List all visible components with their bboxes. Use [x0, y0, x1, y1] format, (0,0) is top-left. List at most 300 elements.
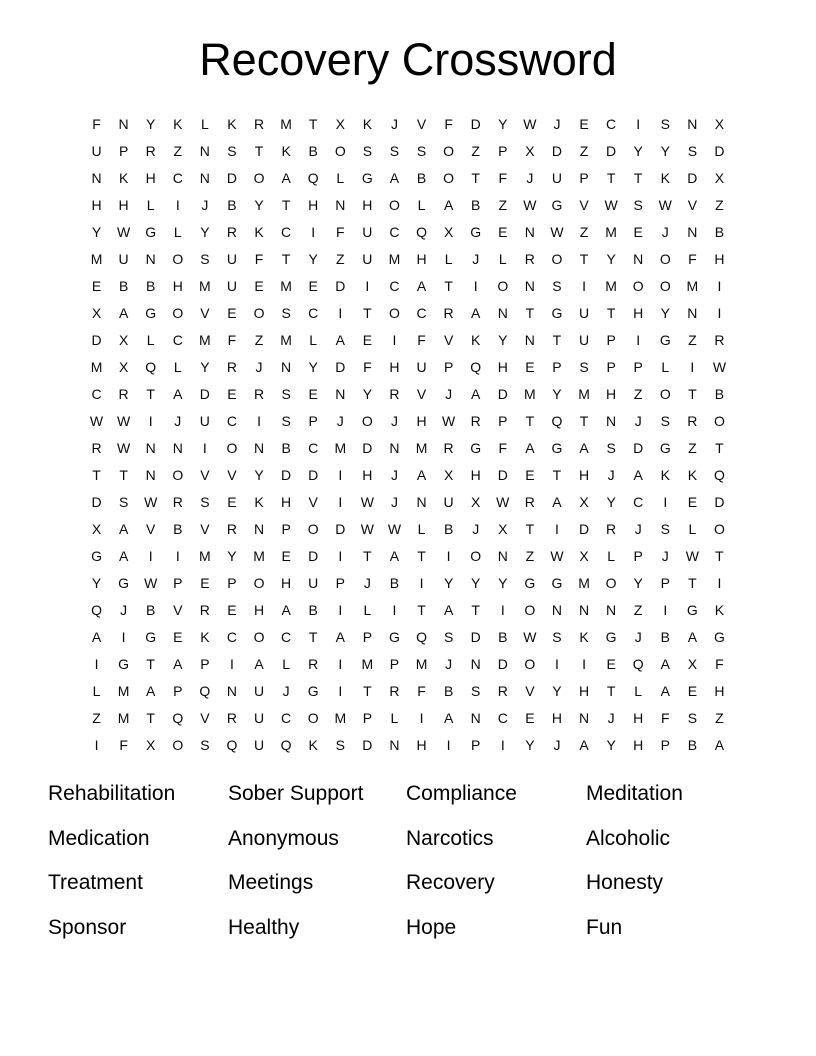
grid-letter: X — [579, 494, 589, 510]
grid-letter: U — [578, 332, 590, 348]
grid-letter: I — [148, 413, 153, 429]
grid-letter: W — [523, 116, 537, 132]
grid-letter: T — [417, 602, 426, 618]
grid-letter: O — [659, 278, 671, 294]
word-list-item: Recovery — [406, 871, 495, 894]
grid-letter: P — [633, 548, 643, 564]
grid-letter: R — [253, 386, 265, 402]
grid-letter: M — [578, 386, 590, 402]
grid-letter: A — [471, 305, 481, 321]
grid-letter: K — [471, 332, 481, 348]
grid-letter: T — [606, 305, 616, 321]
grid-letter: H — [470, 467, 481, 483]
grid-letter: F — [661, 710, 670, 726]
grid-letter: D — [308, 548, 319, 564]
grid-letter: W — [685, 548, 699, 564]
grid-letter: G — [389, 629, 400, 645]
grid-letter: Z — [633, 602, 643, 618]
word-list-item: Treatment — [48, 871, 143, 894]
grid-letter: Y — [200, 359, 210, 375]
grid-letter: E — [525, 710, 535, 726]
grid-letter: A — [118, 521, 129, 537]
grid-letter: X — [91, 305, 102, 321]
grid-letter: L — [282, 656, 291, 672]
grid-letter: O — [524, 602, 536, 618]
grid-letter: T — [146, 386, 155, 402]
grid-letter: H — [172, 278, 183, 294]
grid-letter: U — [362, 224, 373, 240]
grid-letter: D — [226, 170, 238, 186]
grid-letter: O — [172, 737, 184, 753]
grid-letter: T — [688, 575, 697, 591]
grid-letter: S — [687, 143, 698, 159]
grid-letter: F — [417, 332, 426, 348]
grid-letter: Z — [498, 197, 508, 213]
grid-letter: S — [281, 305, 291, 321]
grid-letter: B — [471, 197, 481, 213]
grid-letter: D — [335, 278, 346, 294]
grid-letter: W — [387, 521, 402, 537]
grid-letter: M — [90, 251, 103, 267]
grid-letter: K — [660, 467, 670, 483]
grid-letter: P — [579, 170, 589, 186]
grid-letter: A — [335, 332, 345, 348]
grid-letter: E — [227, 386, 237, 402]
grid-letter: Y — [308, 251, 318, 267]
page-title: Recovery Crossword — [199, 34, 617, 85]
grid-letter: V — [146, 521, 156, 537]
grid-letter: L — [146, 197, 155, 213]
grid-letter: R — [443, 305, 454, 321]
grid-letter: R — [226, 224, 238, 240]
grid-letter: X — [335, 116, 345, 132]
grid-letter: Y — [227, 548, 237, 564]
grid-letter: T — [363, 305, 372, 321]
grid-letter: T — [281, 197, 291, 213]
grid-letter: O — [172, 467, 184, 483]
grid-letter: Q — [226, 737, 238, 753]
word-list-item: Sponsor — [48, 915, 127, 939]
grid-letter: C — [281, 710, 292, 726]
grid-letter: J — [174, 413, 182, 429]
grid-letter: Y — [471, 575, 481, 591]
grid-letter: P — [498, 143, 508, 159]
grid-letter: K — [281, 143, 291, 159]
grid-letter: D — [714, 143, 725, 159]
grid-letter: R — [606, 521, 617, 537]
grid-letter: O — [524, 656, 536, 672]
grid-letter: E — [362, 332, 373, 348]
grid-letter: Z — [688, 332, 697, 348]
grid-letter: S — [471, 683, 481, 699]
grid-letter: V — [525, 683, 535, 699]
grid-letter: U — [308, 575, 319, 591]
grid-letter: F — [92, 116, 101, 132]
grid-letter: Y — [254, 467, 264, 483]
grid-letter: X — [579, 548, 589, 564]
grid-letter: M — [686, 278, 699, 294]
grid-letter: D — [606, 143, 617, 159]
grid-letter: N — [118, 116, 129, 132]
grid-letter: S — [118, 494, 129, 510]
grid-letter: D — [362, 737, 373, 753]
grid-letter: V — [416, 116, 427, 132]
grid-letter: T — [92, 467, 101, 483]
grid-letter: B — [308, 602, 318, 618]
grid-letter: H — [253, 602, 265, 618]
grid-letter: V — [200, 521, 210, 537]
grid-letter: S — [552, 278, 562, 294]
grid-letter: O — [714, 413, 725, 429]
grid-letter: D — [308, 467, 319, 483]
grid-letter: O — [443, 170, 455, 186]
grid-letter: M — [334, 440, 347, 456]
grid-letter: K — [254, 494, 264, 510]
grid-letter: Z — [715, 197, 724, 213]
grid-letter: D — [281, 467, 292, 483]
grid-letter: O — [226, 440, 238, 456]
grid-letter: E — [525, 467, 535, 483]
grid-letter: Q — [416, 629, 427, 645]
grid-letter: R — [91, 440, 102, 456]
grid-letter: E — [200, 575, 210, 591]
grid-letter: I — [230, 656, 234, 672]
grid-letter: T — [552, 332, 562, 348]
grid-letter: H — [416, 251, 427, 267]
grid-letter: G — [551, 197, 563, 213]
word-list-item: Sober Support — [228, 782, 364, 805]
grid-letter: G — [118, 656, 130, 672]
grid-letter: Q — [632, 656, 644, 672]
grid-letter: C — [497, 710, 508, 726]
grid-letter: I — [446, 548, 451, 564]
grid-letter: Y — [91, 575, 102, 591]
grid-letter: Y — [552, 683, 562, 699]
grid-letter: P — [173, 575, 183, 591]
grid-letter: N — [551, 602, 563, 618]
word-list-item: Hope — [406, 915, 457, 939]
grid-letter: H — [416, 737, 427, 753]
grid-letter: Z — [579, 224, 589, 240]
grid-letter: Y — [498, 575, 508, 591]
grid-letter: I — [338, 548, 343, 564]
grid-letter: M — [199, 332, 211, 348]
grid-letter: F — [498, 170, 508, 186]
grid-letter: N — [335, 386, 346, 402]
grid-letter: T — [308, 629, 318, 645]
grid-letter: M — [280, 332, 292, 348]
grid-letter: L — [173, 359, 182, 375]
grid-letter: Y — [498, 116, 508, 132]
grid-letter: W — [144, 575, 158, 591]
grid-letter: E — [308, 278, 318, 294]
grid-letter: C — [281, 224, 292, 240]
grid-letter: D — [470, 116, 481, 132]
grid-letter: D — [335, 359, 346, 375]
grid-letter: Q — [199, 683, 211, 699]
grid-letter: K — [200, 629, 210, 645]
grid-letter: W — [496, 494, 510, 510]
grid-letter: W — [658, 197, 672, 213]
grid-letter: I — [121, 629, 126, 645]
grid-letter: M — [117, 683, 130, 699]
grid-letter: G — [686, 602, 698, 618]
grid-letter: R — [172, 494, 183, 510]
grid-letter: R — [524, 251, 535, 267]
grid-letter: S — [660, 521, 670, 537]
grid-letter: I — [555, 656, 559, 672]
grid-letter: B — [389, 575, 400, 591]
grid-letter: T — [281, 251, 291, 267]
grid-letter: Z — [525, 548, 535, 564]
grid-letter: L — [309, 332, 318, 348]
grid-letter: A — [389, 548, 400, 564]
grid-letter: Y — [91, 224, 102, 240]
grid-letter: J — [472, 251, 480, 267]
grid-letter: G — [551, 575, 563, 591]
grid-letter: E — [254, 278, 264, 294]
grid-letter: T — [525, 305, 535, 321]
grid-letter: N — [172, 440, 183, 456]
grid-letter: L — [444, 251, 453, 267]
grid-letter: A — [389, 170, 400, 186]
grid-letter: I — [690, 359, 695, 375]
grid-letter: G — [551, 440, 563, 456]
grid-letter: Y — [308, 359, 318, 375]
grid-letter: W — [360, 521, 374, 537]
grid-letter: V — [227, 467, 237, 483]
grid-letter: K — [118, 170, 129, 186]
grid-letter: J — [526, 170, 534, 186]
grid-letter: A — [173, 386, 183, 402]
grid-letter: R — [118, 386, 129, 402]
grid-letter: O — [497, 278, 509, 294]
grid-letter: T — [552, 467, 562, 483]
grid-letter: P — [227, 575, 237, 591]
grid-letter: P — [471, 737, 481, 753]
grid-letter: S — [335, 737, 345, 753]
grid-letter: K — [227, 116, 237, 132]
grid-letter: V — [200, 467, 210, 483]
grid-letter: T — [715, 548, 724, 564]
grid-letter: S — [200, 251, 210, 267]
grid-letter: I — [338, 305, 343, 321]
grid-letter: X — [91, 521, 102, 537]
grid-letter: L — [498, 251, 507, 267]
grid-letter: I — [148, 548, 153, 564]
grid-letter: I — [175, 197, 180, 213]
grid-letter: U — [226, 251, 238, 267]
grid-letter: F — [227, 332, 237, 348]
grid-letter: A — [254, 656, 264, 672]
grid-letter: D — [687, 170, 698, 186]
grid-letter: M — [334, 710, 347, 726]
grid-letter: Z — [471, 143, 480, 159]
grid-letter: X — [714, 116, 725, 132]
word-list — [48, 772, 766, 950]
grid-letter: C — [606, 116, 617, 132]
grid-letter: U — [416, 359, 427, 375]
grid-letter: R — [443, 440, 454, 456]
grid-letter: S — [687, 710, 698, 726]
grid-letter: I — [446, 737, 451, 753]
grid-letter: D — [497, 386, 508, 402]
grid-letter: M — [388, 251, 401, 267]
grid-letter: A — [714, 737, 725, 753]
grid-letter: O — [172, 251, 184, 267]
grid-letter: A — [552, 494, 562, 510]
grid-letter: X — [525, 143, 535, 159]
grid-letter: M — [280, 116, 292, 132]
grid-letter: L — [146, 332, 155, 348]
grid-letter: I — [311, 224, 316, 240]
grid-letter: S — [227, 143, 237, 159]
grid-letter: Y — [606, 494, 616, 510]
grid-letter: S — [660, 413, 670, 429]
grid-letter: G — [145, 224, 157, 240]
grid-letter: T — [308, 116, 318, 132]
grid-letter: H — [389, 359, 400, 375]
grid-letter: C — [416, 305, 427, 321]
grid-letter: H — [416, 413, 427, 429]
grid-letter: G — [145, 305, 157, 321]
grid-letter: K — [173, 116, 183, 132]
grid-letter: J — [363, 575, 371, 591]
grid-letter: M — [253, 548, 265, 564]
grid-letter: G — [551, 305, 563, 321]
word-search-grid — [83, 111, 733, 759]
grid-letter: L — [417, 521, 426, 537]
grid-letter: C — [308, 305, 319, 321]
grid-letter: W — [89, 413, 104, 429]
grid-letter: I — [338, 602, 343, 618]
grid-letter: I — [582, 278, 586, 294]
grid-letter: B — [416, 170, 427, 186]
grid-letter: H — [633, 305, 644, 321]
grid-letter: T — [119, 467, 128, 483]
grid-letter: N — [199, 170, 210, 186]
grid-letter: E — [633, 224, 643, 240]
grid-letter: I — [175, 548, 180, 564]
grid-letter: M — [280, 278, 292, 294]
grid-letter: N — [633, 251, 644, 267]
grid-letter: A — [416, 278, 427, 294]
grid-letter: I — [500, 602, 505, 618]
grid-letter: L — [336, 170, 345, 186]
grid-letter: T — [715, 440, 724, 456]
grid-letter: J — [634, 521, 642, 537]
grid-letter: E — [579, 116, 589, 132]
grid-letter: L — [688, 521, 697, 537]
grid-letter: A — [146, 683, 156, 699]
grid-letter: R — [253, 116, 265, 132]
grid-letter: J — [553, 737, 561, 753]
grid-letter: L — [390, 710, 399, 726]
grid-letter: Y — [146, 116, 156, 132]
grid-letter: P — [443, 359, 454, 375]
grid-letter: D — [362, 440, 373, 456]
grid-letter: B — [443, 683, 454, 699]
grid-letter: D — [199, 386, 210, 402]
grid-letter: U — [226, 278, 238, 294]
grid-letter: Y — [660, 305, 670, 321]
grid-letter: W — [604, 197, 618, 213]
grid-letter: C — [389, 278, 400, 294]
grid-letter: W — [144, 494, 158, 510]
grid-letter: Y — [633, 575, 643, 591]
grid-letter: E — [227, 305, 237, 321]
grid-letter: A — [687, 629, 698, 645]
grid-letter: T — [417, 548, 426, 564]
grid-letter: I — [663, 494, 668, 510]
grid-letter: P — [389, 656, 400, 672]
grid-letter: A — [471, 386, 481, 402]
grid-letter: S — [200, 494, 210, 510]
grid-letter: A — [118, 548, 129, 564]
grid-letter: K — [362, 116, 373, 132]
grid-letter: Q — [551, 413, 563, 429]
grid-letter: A — [173, 656, 183, 672]
grid-letter: E — [687, 683, 698, 699]
grid-letter: D — [578, 521, 590, 537]
grid-letter: I — [392, 332, 397, 348]
grid-letter: N — [253, 440, 265, 456]
grid-letter: M — [605, 278, 617, 294]
grid-letter: N — [524, 332, 535, 348]
grid-letter: D — [497, 656, 508, 672]
grid-letter: A — [443, 710, 454, 726]
grid-letter: L — [634, 683, 643, 699]
grid-letter: E — [173, 629, 183, 645]
grid-letter: H — [91, 197, 102, 213]
grid-letter: B — [118, 278, 129, 294]
grid-letter: G — [470, 440, 482, 456]
grid-letter: L — [661, 359, 670, 375]
grid-letter: V — [443, 332, 454, 348]
grid-letter: Q — [280, 737, 292, 753]
grid-letter: R — [389, 683, 400, 699]
grid-letter: H — [578, 683, 590, 699]
grid-letter: P — [335, 575, 345, 591]
grid-letter: S — [660, 116, 670, 132]
word-list-item: Narcotics — [406, 826, 494, 850]
grid-letter: E — [498, 224, 508, 240]
grid-letter: S — [443, 629, 454, 645]
grid-letter: N — [524, 278, 535, 294]
grid-letter: V — [308, 494, 318, 510]
grid-letter: G — [524, 575, 536, 591]
grid-letter: D — [91, 332, 102, 348]
grid-letter: P — [200, 656, 210, 672]
grid-letter: M — [90, 359, 103, 375]
grid-letter: N — [497, 305, 508, 321]
grid-letter: I — [338, 656, 343, 672]
grid-letter: T — [254, 143, 264, 159]
grid-letter: T — [363, 548, 372, 564]
grid-letter: C — [172, 332, 183, 348]
grid-letter: S — [606, 440, 616, 456]
grid-letter: H — [308, 197, 319, 213]
grid-letter: E — [606, 656, 616, 672]
grid-letter: W — [550, 548, 564, 564]
grid-letter: R — [497, 683, 508, 699]
grid-letter: H — [497, 359, 508, 375]
grid-letter: A — [660, 683, 670, 699]
grid-letter: G — [659, 332, 671, 348]
grid-letter: Z — [688, 440, 697, 456]
grid-letter: B — [146, 602, 156, 618]
grid-letter: I — [555, 521, 559, 537]
